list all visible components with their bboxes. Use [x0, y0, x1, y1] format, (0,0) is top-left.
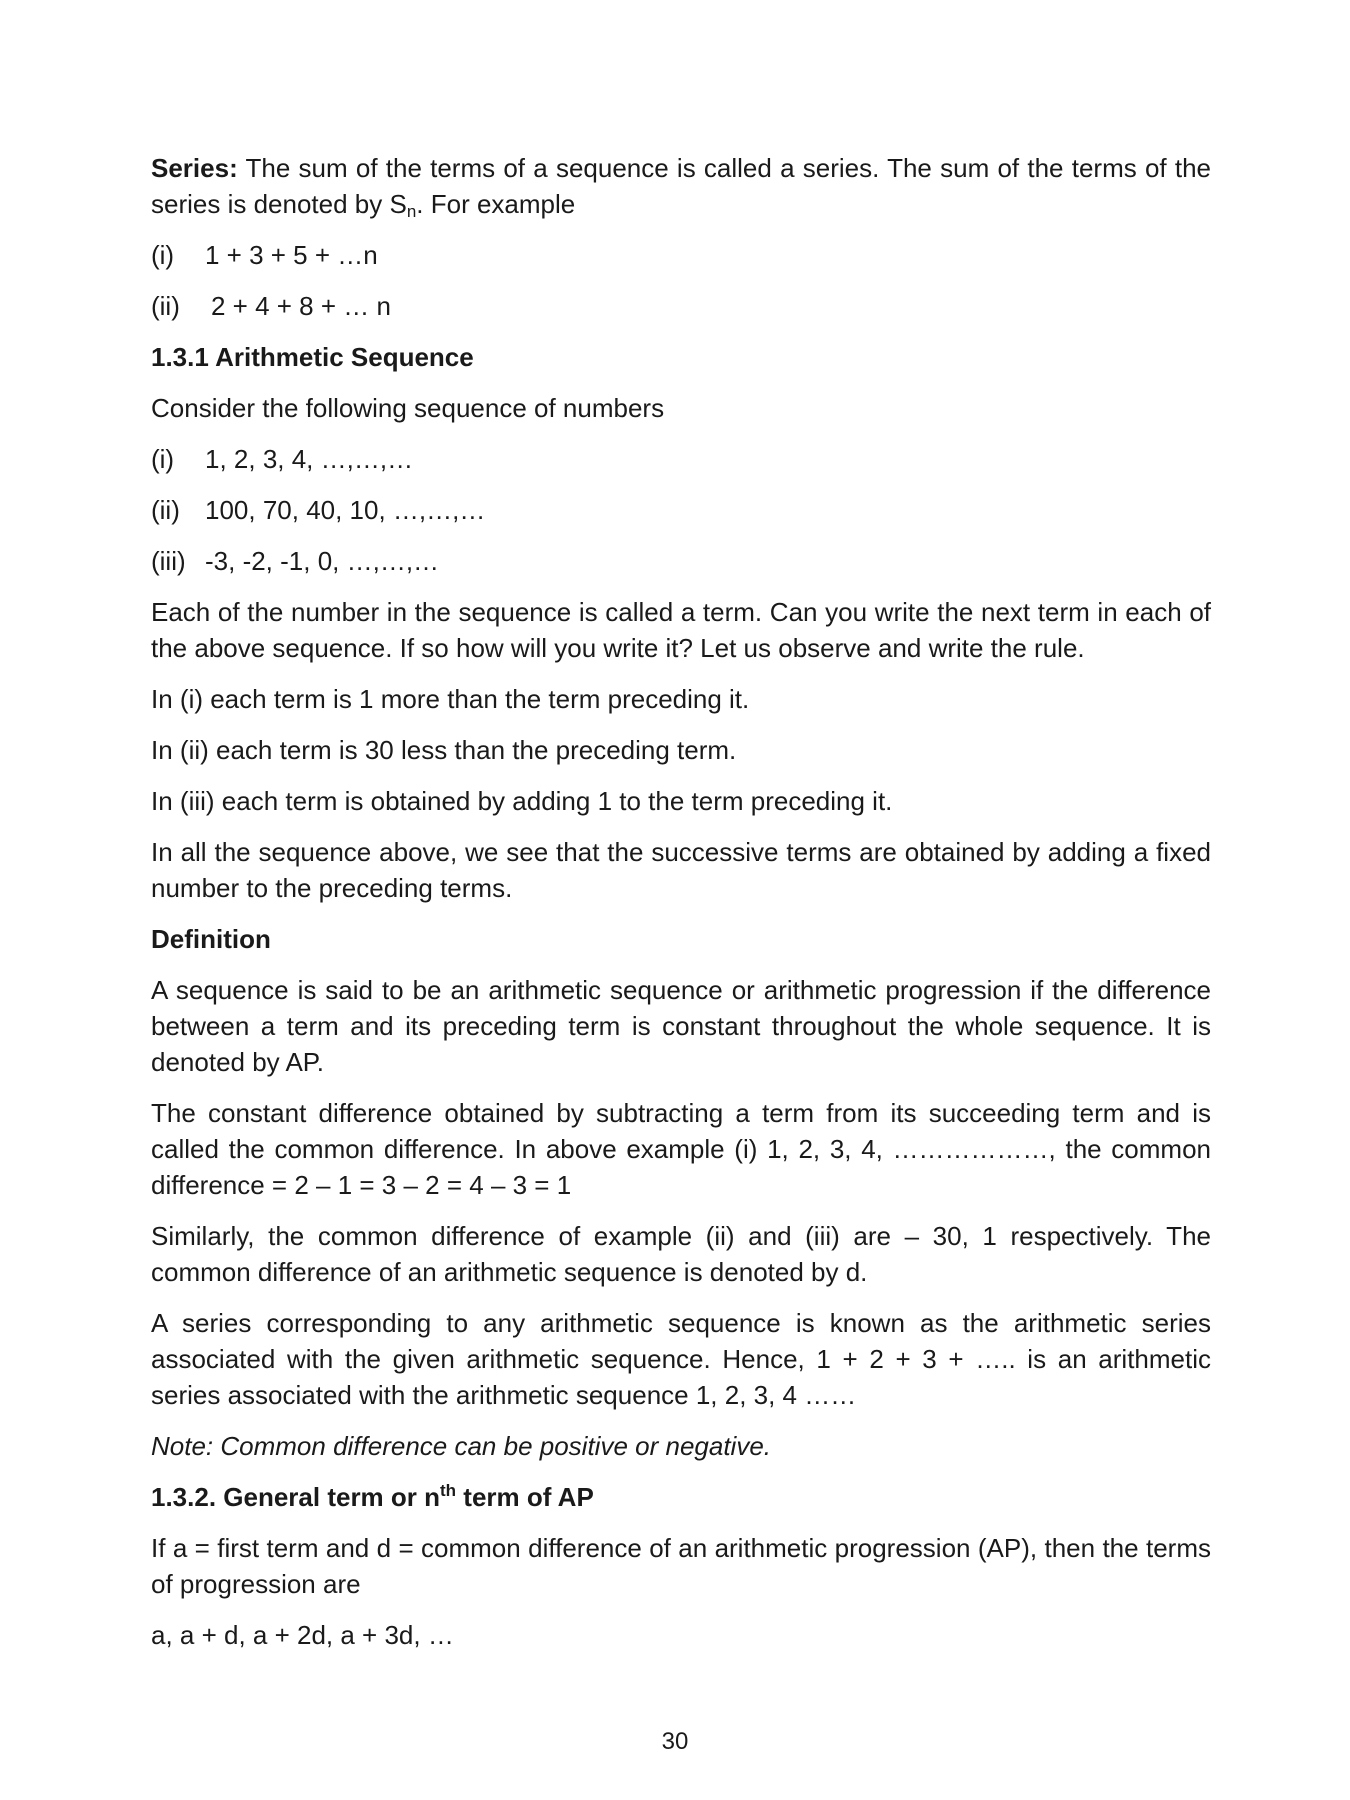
page-number: 30: [661, 1728, 689, 1755]
rule-i: In (i) each term is 1 more than the term preceding it.: [151, 684, 750, 714]
example-number: (iii): [151, 546, 186, 576]
arithmetic-series-paragraph: A series corresponding to any arithmetic sequence is known as the arithmetic series associated with the given arithmetic sequence. Hence, 1 + 2 + 3 + ….. is an arithmetic series associated with the arithmetic sequence 1, 2, 3, 4 ……: [151, 1308, 1211, 1410]
sequence-example-2: [151, 492, 1211, 528]
section-heading-1-3-1: 1.3.1 Arithmetic Sequence: [151, 342, 474, 372]
series-text: The sum of the terms of a sequence is called a series. The sum of the terms of the series is denoted by S: [151, 153, 1211, 219]
example-text: 1, 2, 3, 4, …,…,…: [205, 444, 414, 474]
example-number: (ii): [151, 495, 180, 525]
heading-superscript: th: [440, 1481, 457, 1500]
all-sequence-paragraph: In all the sequence above, we see that the successive terms are obtained by adding a fixed number to the preceding terms.: [151, 837, 1211, 903]
general-term-paragraph: If a = first term and d = common difference of an arithmetic progression (AP), then the terms of progression are: [151, 1533, 1211, 1599]
section-heading-1-3-2: [151, 1479, 1211, 1515]
example-number: (i): [151, 240, 175, 270]
term-paragraph: Each of the number in the sequence is called a term. Can you write the next term in each of the above sequence. If so how will you write it? Let us observe and write the rule.: [151, 597, 1211, 663]
example-text: 100, 70, 40, 10, …,…,…: [205, 495, 486, 525]
series-subscript: n: [406, 202, 417, 221]
series-example-1: [151, 237, 1211, 273]
note: Note: Common difference can be positive or negative.: [151, 1431, 772, 1461]
page-content: [151, 150, 1211, 1668]
terms-of-progression: a, a + d, a + 2d, a + 3d, …: [151, 1620, 454, 1650]
example-text: 1 + 3 + 5 + …n: [205, 240, 378, 270]
rule-iii: In (iii) each term is obtained by adding 1 to the term preceding it.: [151, 786, 893, 816]
series-paragraph: [151, 150, 1211, 222]
sequence-example-3: [151, 543, 1211, 579]
example-number: (ii): [151, 291, 180, 321]
heading-text: 1.3.2. General term or n: [151, 1482, 441, 1512]
series-text-end: . For example: [416, 189, 576, 219]
series-example-2: [151, 288, 1211, 324]
sequence-example-1: [151, 441, 1211, 477]
example-text: -3, -2, -1, 0, …,…,…: [205, 546, 440, 576]
rule-ii: In (ii) each term is 30 less than the preceding term.: [151, 735, 737, 765]
example-text: 2 + 4 + 8 + … n: [211, 291, 391, 321]
definition-heading: Definition: [151, 924, 271, 954]
sequence-intro: Consider the following sequence of numbers: [151, 393, 665, 423]
example-number: (i): [151, 444, 175, 474]
common-difference-paragraph: The constant difference obtained by subtracting a term from its succeeding term and is called the common difference. In above example (i) 1, 2, 3, 4, ………………, the common difference = 2 – 1 = 3 – 2 = 4 – 3 = 1: [151, 1098, 1211, 1200]
definition-paragraph: A sequence is said to be an arithmetic sequence or arithmetic progression if the difference between a term and its preceding term is constant throughout the whole sequence. It is denoted by AP.: [151, 975, 1211, 1077]
similarly-paragraph: Similarly, the common difference of example (ii) and (iii) are – 30, 1 respectively. The common difference of an arithmetic sequence is denoted by d.: [151, 1221, 1211, 1287]
heading-text-end: term of AP: [456, 1482, 594, 1512]
series-label: Series:: [151, 153, 238, 183]
